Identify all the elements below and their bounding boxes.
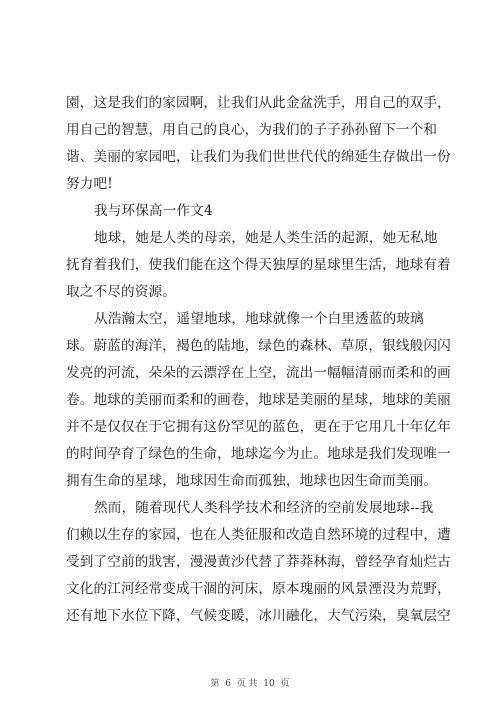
text-line: 然而，随着现代人类科学技术和经济的空前发展地球--我 (94, 500, 434, 516)
text-line: 卷。地球的美丽而柔和的画卷，地球是美丽的星球，地球的美丽 (66, 392, 451, 408)
text-line: 努力吧! (66, 176, 113, 192)
text-line: 用自己的智慧，用自己的良心，为我们的子子孙孙留下一个和 (66, 122, 438, 138)
text-line: 抚育着我们，使我们能在这个得天独厚的星球里生活，地球有着 (66, 257, 451, 273)
section-title: 我与环保高一作文4 (94, 203, 213, 219)
text-line: 取之不尽的资源。 (66, 284, 176, 300)
text-line: 发亮的河流，朵朵的云漂浮在上空，流出一幅幅清丽而柔和的画 (66, 365, 451, 381)
text-line: 球。蔚蓝的海洋，褐色的陆地，绿色的森林、草原，银线般闪闪 (66, 338, 451, 354)
text-line: 还有地下水位下降，气候变暖，冰川融化，大气污染，臭氧层空 (66, 608, 451, 624)
text-line: 受到了空前的戕害，漫漫黄沙代替了莽莽林海，曾经孕育灿烂古 (66, 554, 451, 570)
text-line: 拥有生命的星球，地球因生命而孤独，地球也因生命而美丽。 (66, 473, 438, 489)
page-number-footer: 第 6 页 共 10 页 (210, 679, 290, 689)
text-line: 谐、美丽的家园吧，让我们为我们世世代代的绵延生存做出一份 (66, 149, 451, 165)
text-line: 们赖以生存的家园，也在人类征服和改造自然环境的过程中，遭 (66, 527, 451, 543)
text-line: 地球，她是人类的母亲，她是人类生活的起源，她无私地 (94, 230, 438, 246)
text-line: 園，这是我们的家园啊，让我们从此金盆洗手，用自己的双手， (66, 95, 451, 111)
text-line: 并不是仅仅在于它拥有这份罕见的蓝色，更在于它用几十年亿年 (66, 419, 451, 435)
text-line: 的时间孕育了绿色的生命，地球迄今为止。地球是我们发现唯一 (66, 446, 451, 462)
text-line: 文化的江河经常变成干涸的河床，原本瑰丽的风景湮没为荒野， (66, 581, 451, 597)
text-line: 从浩瀚太空，遥望地球，地球就像一个白里透蓝的玻璃 (94, 311, 424, 327)
